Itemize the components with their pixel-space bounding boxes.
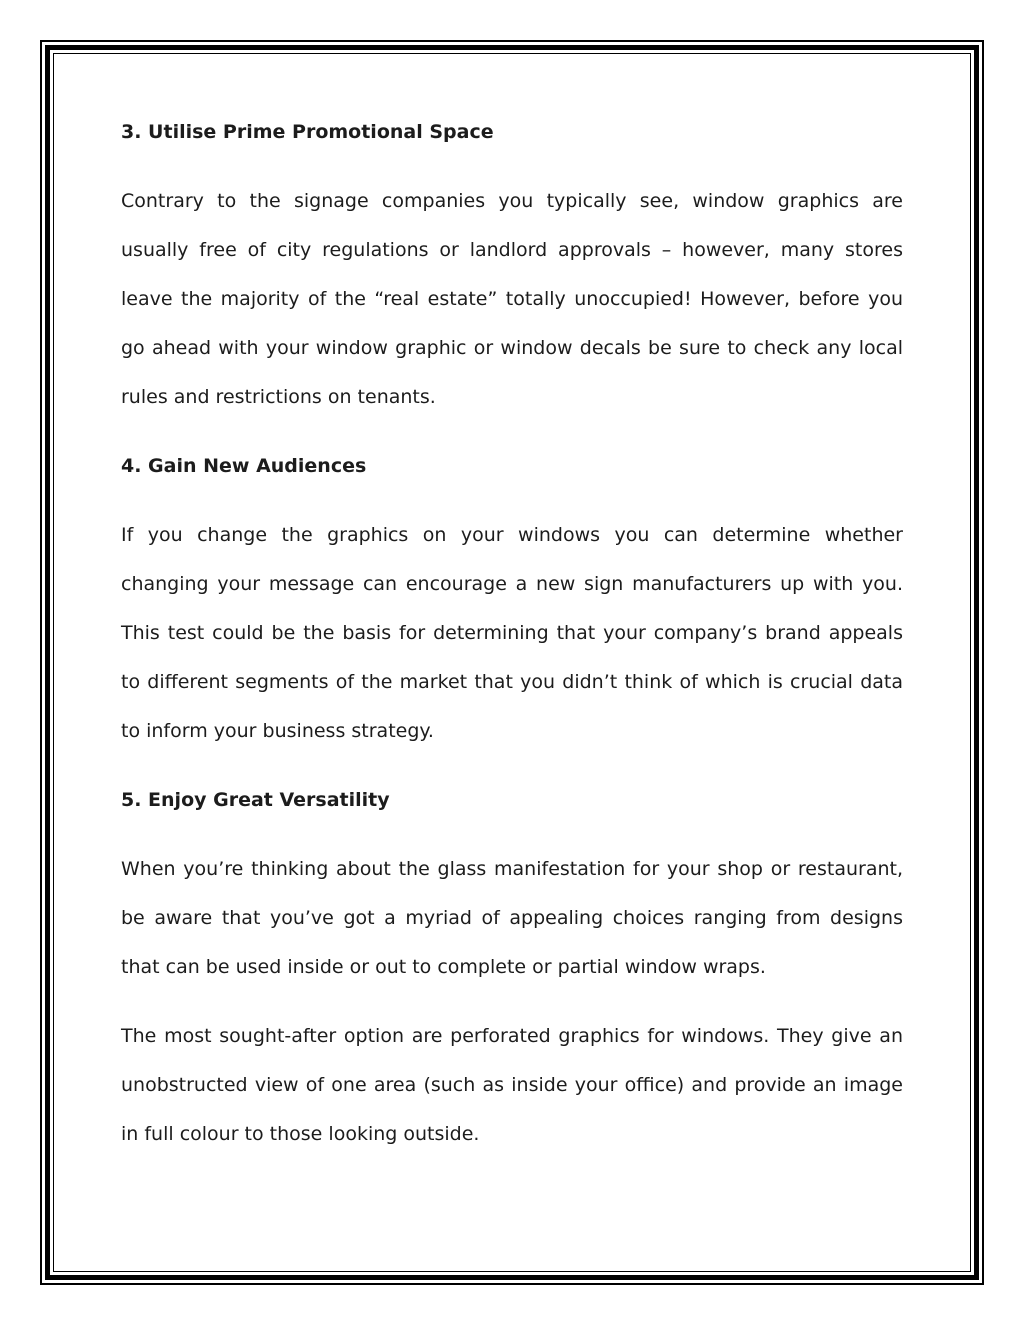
section-new-audiences	[121, 442, 903, 756]
section-heading: 5. Enjoy Great Versatility	[121, 789, 390, 811]
section-prime-promotional-space	[121, 108, 903, 422]
section-paragraph: Contrary to the signage companies you typically see, window graphics are usually free of city regulations or landlord approvals – however, many stores leave the majority of the “real estate” totally unoccupied! However, before you go ahead with your window graphic or window decals be sure to check any local rules and restrictions on tenants.	[121, 190, 903, 408]
document-body	[121, 108, 903, 1179]
section-great-versatility	[121, 776, 903, 1159]
section-paragraph: When you’re thinking about the glass manifestation for your shop or restaurant, be aware that you’ve got a myriad of appealing choices ranging from designs that can be used inside or out to complete or partial window wraps.	[121, 858, 903, 978]
section-paragraph: If you change the graphics on your windows you can determine whether changing your message can encourage a new sign manufacturers up with you. This test could be the basis for determining that your company’s brand appeals to different segments of the market that you didn’t think of which is crucial data to inform your business strategy.	[121, 524, 903, 742]
section-paragraph: The most sought-after option are perforated graphics for windows. They give an unobstructed view of one area (such as inside your office) and provide an image in full colour to those looking outside.	[121, 1025, 903, 1145]
section-heading: 4. Gain New Audiences	[121, 455, 367, 477]
section-heading: 3. Utilise Prime Promotional Space	[121, 121, 494, 143]
